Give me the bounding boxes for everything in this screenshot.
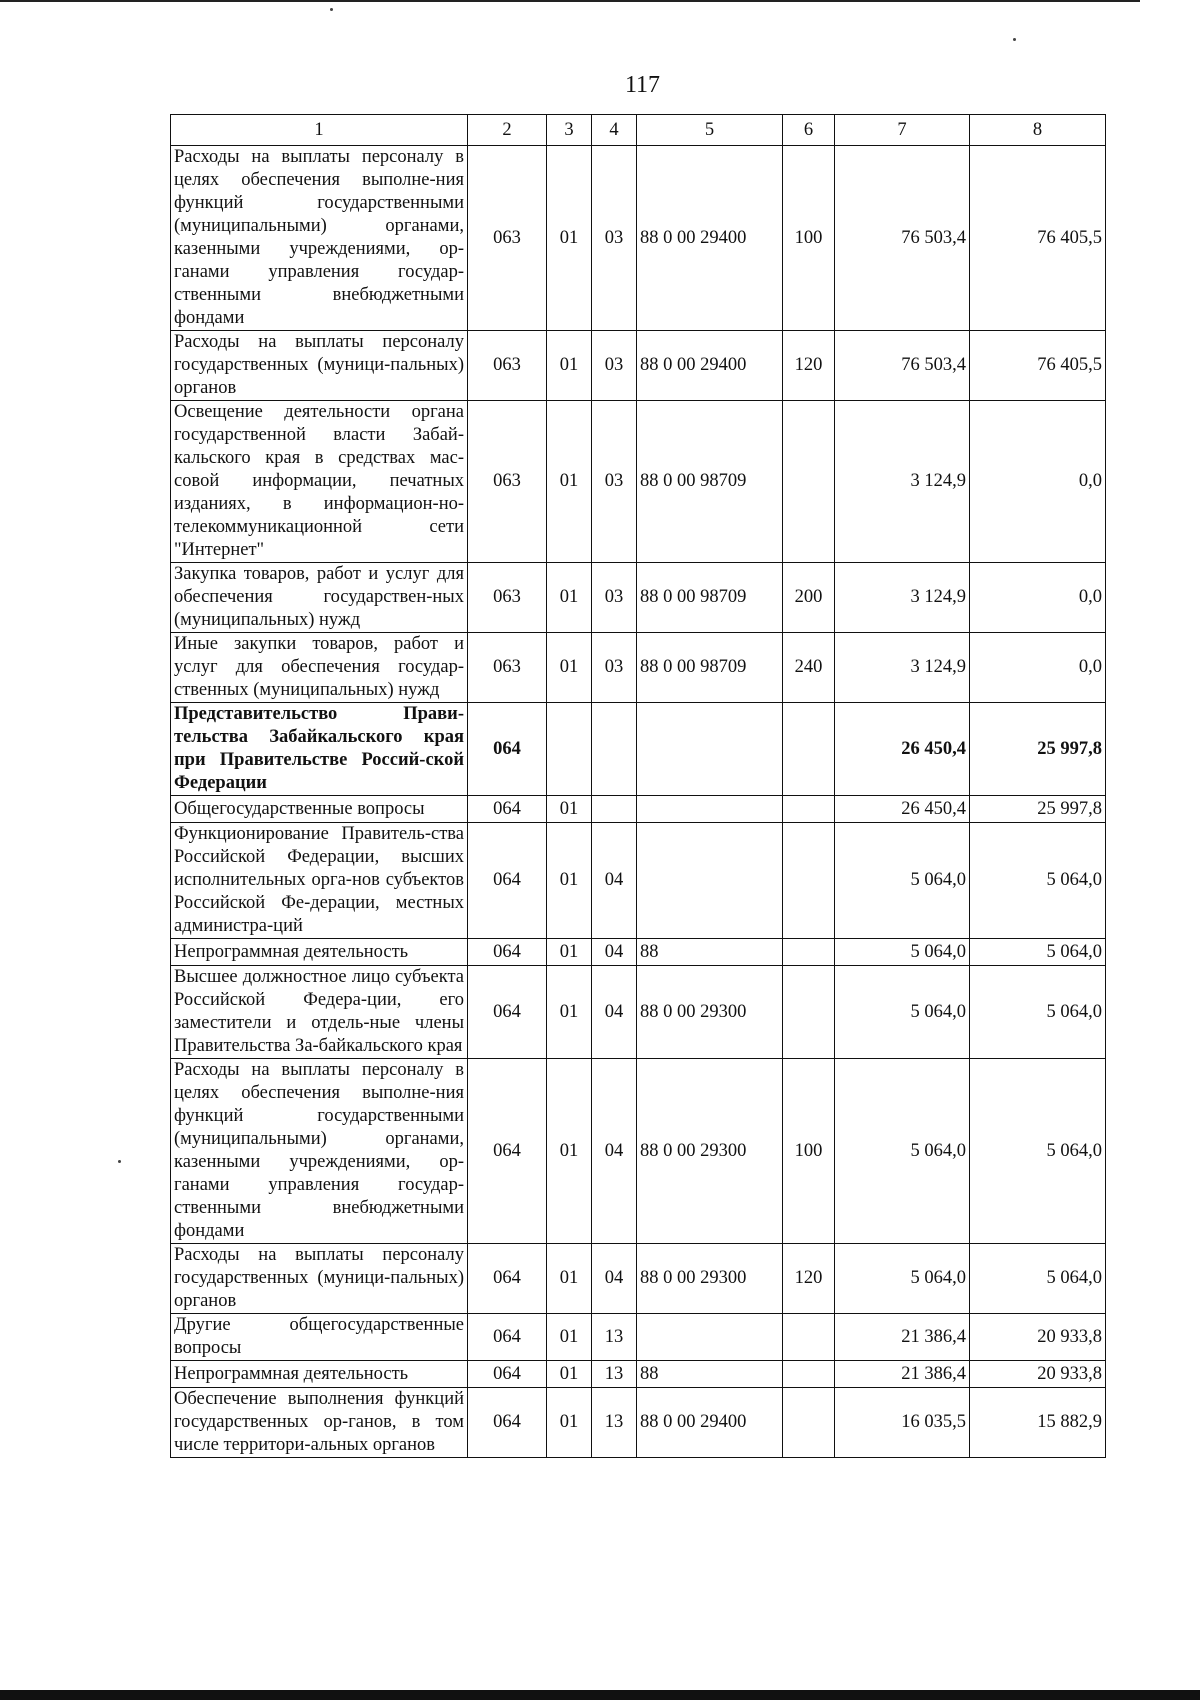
subsection-code: 03	[592, 146, 637, 331]
ministry-code: 064	[468, 1244, 547, 1314]
section-code: 01	[547, 1059, 592, 1244]
row-name: Непрограммная деятельность	[171, 1361, 468, 1388]
target-code: 88 0 00 29300	[637, 1059, 783, 1244]
expense-type-code: 120	[783, 331, 835, 401]
table-row	[171, 796, 1106, 823]
row-name: Иные закупки товаров, работ и услуг для обеспечения государ-ственных (муниципальных) нужд	[171, 633, 468, 703]
row-name: Высшее должностное лицо субъекта Российской Федера-ции, его заместители и отдель-ные члены Правительства За-байкальского края	[171, 966, 468, 1059]
row-name: Расходы на выплаты персоналу государственных (муници-пальных) органов	[171, 331, 468, 401]
expense-type-code: 120	[783, 1244, 835, 1314]
amount-year-1: 3 124,9	[835, 563, 970, 633]
ministry-code: 063	[468, 563, 547, 633]
section-code: 01	[547, 633, 592, 703]
section-code: 01	[547, 1314, 592, 1361]
ministry-code: 064	[468, 703, 547, 796]
section-code: 01	[547, 331, 592, 401]
subsection-code: 04	[592, 1059, 637, 1244]
scan-top-edge	[0, 0, 1140, 2]
expense-type-code	[783, 703, 835, 796]
expense-type-code: 100	[783, 146, 835, 331]
section-code: 01	[547, 146, 592, 331]
subsection-code: 03	[592, 563, 637, 633]
ministry-code: 064	[468, 939, 547, 966]
amount-year-1: 16 035,5	[835, 1388, 970, 1458]
target-code: 88 0 00 29400	[637, 331, 783, 401]
section-code: 01	[547, 563, 592, 633]
amount-year-2: 0,0	[970, 401, 1106, 563]
expense-type-code	[783, 939, 835, 966]
section-code	[547, 703, 592, 796]
table-row	[171, 939, 1106, 966]
amount-year-2: 76 405,5	[970, 146, 1106, 331]
row-name: Функционирование Правитель-ства Российской Федерации, высших исполнительных орга-нов субъектов Российской Фе-дерации, местных администра-ций	[171, 823, 468, 939]
amount-year-2: 5 064,0	[970, 823, 1106, 939]
subsection-code: 03	[592, 633, 637, 703]
subsection-code: 13	[592, 1314, 637, 1361]
column-header: 5	[637, 115, 783, 146]
table-row	[171, 823, 1106, 939]
target-code	[637, 703, 783, 796]
table-row	[171, 1244, 1106, 1314]
amount-year-2: 25 997,8	[970, 703, 1106, 796]
row-name: Освещение деятельности органа государственной власти Забай-кальского края в средствах мас-совой информации, печатных изданиях, в информацион-но-телекоммуникационной сети "Интернет"	[171, 401, 468, 563]
section-code: 01	[547, 1244, 592, 1314]
amount-year-2: 0,0	[970, 633, 1106, 703]
scan-speck	[330, 8, 333, 11]
column-header: 1	[171, 115, 468, 146]
target-code: 88 0 00 29300	[637, 966, 783, 1059]
expense-type-code: 200	[783, 563, 835, 633]
amount-year-1: 5 064,0	[835, 823, 970, 939]
ministry-code: 063	[468, 331, 547, 401]
ministry-code: 064	[468, 1314, 547, 1361]
section-code: 01	[547, 823, 592, 939]
target-code	[637, 823, 783, 939]
page-number: 117	[624, 72, 661, 98]
table-row	[171, 966, 1106, 1059]
ministry-code: 063	[468, 633, 547, 703]
ministry-code: 064	[468, 1059, 547, 1244]
section-code: 01	[547, 939, 592, 966]
amount-year-1: 5 064,0	[835, 1244, 970, 1314]
target-code: 88 0 00 29400	[637, 146, 783, 331]
ministry-code: 064	[468, 1388, 547, 1458]
table-row	[171, 1361, 1106, 1388]
ministry-code: 063	[468, 401, 547, 563]
table-row	[171, 1059, 1106, 1244]
scan-speck	[1013, 38, 1016, 41]
column-header: 6	[783, 115, 835, 146]
subsection-code: 04	[592, 966, 637, 1059]
amount-year-2: 5 064,0	[970, 1244, 1106, 1314]
amount-year-1: 26 450,4	[835, 796, 970, 823]
amount-year-2: 15 882,9	[970, 1388, 1106, 1458]
amount-year-2: 5 064,0	[970, 1059, 1106, 1244]
target-code: 88 0 00 98709	[637, 401, 783, 563]
table-row	[171, 1314, 1106, 1361]
table-row	[171, 563, 1106, 633]
column-header: 3	[547, 115, 592, 146]
amount-year-1: 76 503,4	[835, 146, 970, 331]
amount-year-1: 26 450,4	[835, 703, 970, 796]
subsection-code: 03	[592, 331, 637, 401]
column-header-row	[171, 115, 1106, 146]
section-code: 01	[547, 1361, 592, 1388]
scan-bottom-edge	[0, 1690, 1200, 1700]
section-code: 01	[547, 796, 592, 823]
table-row	[171, 331, 1106, 401]
subsection-code: 04	[592, 1244, 637, 1314]
subsection-code: 04	[592, 823, 637, 939]
ministry-code: 064	[468, 796, 547, 823]
section-code: 01	[547, 1388, 592, 1458]
subsection-code: 13	[592, 1361, 637, 1388]
table-row	[171, 401, 1106, 563]
target-code: 88 0 00 98709	[637, 633, 783, 703]
target-code: 88	[637, 939, 783, 966]
amount-year-2: 5 064,0	[970, 966, 1106, 1059]
row-name: Другие общегосударственные вопросы	[171, 1314, 468, 1361]
amount-year-2: 5 064,0	[970, 939, 1106, 966]
subsection-code	[592, 796, 637, 823]
amount-year-1: 5 064,0	[835, 966, 970, 1059]
amount-year-1: 76 503,4	[835, 331, 970, 401]
section-code: 01	[547, 966, 592, 1059]
expense-type-code	[783, 796, 835, 823]
ministry-code: 064	[468, 823, 547, 939]
amount-year-2: 0,0	[970, 563, 1106, 633]
amount-year-1: 21 386,4	[835, 1314, 970, 1361]
expense-type-code	[783, 1388, 835, 1458]
amount-year-2: 20 933,8	[970, 1361, 1106, 1388]
row-name: Закупка товаров, работ и услуг для обеспечения государствен-ных (муниципальных) нужд	[171, 563, 468, 633]
expense-type-code	[783, 1314, 835, 1361]
amount-year-2: 25 997,8	[970, 796, 1106, 823]
expense-type-code: 240	[783, 633, 835, 703]
ministry-code: 064	[468, 966, 547, 1059]
amount-year-1: 3 124,9	[835, 401, 970, 563]
subsection-code	[592, 703, 637, 796]
subsection-code: 03	[592, 401, 637, 563]
target-code: 88	[637, 1361, 783, 1388]
amount-year-1: 21 386,4	[835, 1361, 970, 1388]
table-row	[171, 633, 1106, 703]
expense-type-code	[783, 401, 835, 563]
amount-year-1: 5 064,0	[835, 1059, 970, 1244]
expense-type-code: 100	[783, 1059, 835, 1244]
expense-type-code	[783, 966, 835, 1059]
row-name: Расходы на выплаты персоналу в целях обеспечения выполне-ния функций государственными (муниципальными) органами, казенными учреждениями, ор-ганами управления государ-ственными внебюджетными фондами	[171, 146, 468, 331]
amount-year-2: 20 933,8	[970, 1314, 1106, 1361]
amount-year-1: 5 064,0	[835, 939, 970, 966]
expense-type-code	[783, 1361, 835, 1388]
ministry-code: 063	[468, 146, 547, 331]
target-code: 88 0 00 29400	[637, 1388, 783, 1458]
budget-table	[170, 114, 1106, 1458]
amount-year-1: 3 124,9	[835, 633, 970, 703]
target-code: 88 0 00 29300	[637, 1244, 783, 1314]
row-name: Непрограммная деятельность	[171, 939, 468, 966]
scan-speck	[118, 1160, 121, 1163]
section-code: 01	[547, 401, 592, 563]
row-name: Общегосударственные вопросы	[171, 796, 468, 823]
table-row	[171, 146, 1106, 331]
column-header: 7	[835, 115, 970, 146]
ministry-code: 064	[468, 1361, 547, 1388]
target-code: 88 0 00 98709	[637, 563, 783, 633]
target-code	[637, 1314, 783, 1361]
table-row	[171, 1388, 1106, 1458]
row-name: Расходы на выплаты персоналу в целях обеспечения выполне-ния функций государственными (муниципальными) органами, казенными учреждениями, ор-ганами управления государ-ственными внебюджетными фондами	[171, 1059, 468, 1244]
row-name: Обеспечение выполнения функций государственных ор-ганов, в том числе территори-альных органов	[171, 1388, 468, 1458]
column-header: 4	[592, 115, 637, 146]
column-header: 8	[970, 115, 1106, 146]
amount-year-2: 76 405,5	[970, 331, 1106, 401]
target-code	[637, 796, 783, 823]
subsection-code: 04	[592, 939, 637, 966]
subsection-code: 13	[592, 1388, 637, 1458]
row-name: Расходы на выплаты персоналу государственных (муници-пальных) органов	[171, 1244, 468, 1314]
row-name: Представительство Прави-тельства Забайкальского края при Правительстве Россий-ской Федерации	[171, 703, 468, 796]
expense-type-code	[783, 823, 835, 939]
table-row	[171, 703, 1106, 796]
column-header: 2	[468, 115, 547, 146]
